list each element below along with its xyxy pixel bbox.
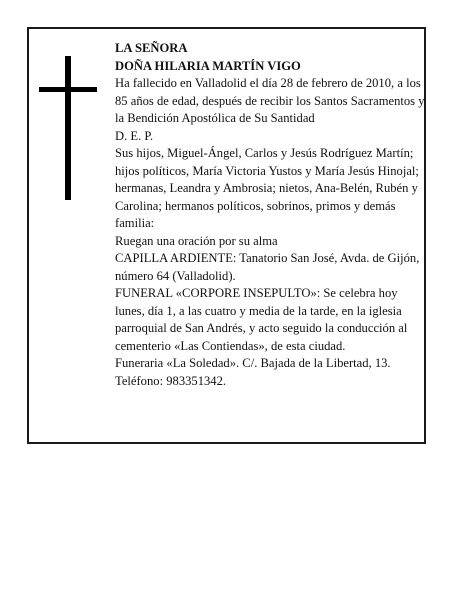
obituary-notice <box>27 27 426 444</box>
chapel-info: CAPILLA ARDIENTE: Tanatorio San José, Avda. de Gijón, número 64 (Valladolid). <box>115 251 420 283</box>
funeral-home-info: Funeraria «La Soledad». C/. Bajada de la Libertad, 13. Teléfono: 983351342. <box>115 356 391 388</box>
death-announcement: Ha fallecido en Valladolid el día 28 de febrero de 2010, a los 85 años de edad, después de recibir los Santos Sacramentos y la Bendición Apostólica de Su Santidad <box>115 76 425 125</box>
notice-title: LA SEÑORA <box>115 41 188 55</box>
rip-line: D. E. P. <box>115 128 154 143</box>
deceased-name: DOÑA HILARIA MARTÍN VIGO <box>115 58 301 73</box>
prayer-request: Ruegan una oración por su alma <box>115 233 278 248</box>
family-list: Sus hijos, Miguel-Ángel, Carlos y Jesús Rodríguez Martín; hijos políticos, María Victoria Yustos y María Jesús Hinojal; hermanas, Leandra y Ambrosia; nietos, Ana-Belén, Rubén y Carolina; hermanos políticos, sobrinos, primos y demás familia: <box>115 146 419 230</box>
notice-text <box>115 40 425 390</box>
cross-horizontal-bar <box>39 87 97 92</box>
funeral-info: FUNERAL «CORPORE INSEPULTO»: Se celebra hoy lunes, día 1, a las cuatro y media de la tarde, en la iglesia parroquial de San Andrés, y acto seguido la conducción al cementerio «Las Contiendas», de esta ciudad. <box>115 286 408 353</box>
latin-cross-icon <box>39 56 97 200</box>
cross-vertical-bar <box>65 56 71 200</box>
